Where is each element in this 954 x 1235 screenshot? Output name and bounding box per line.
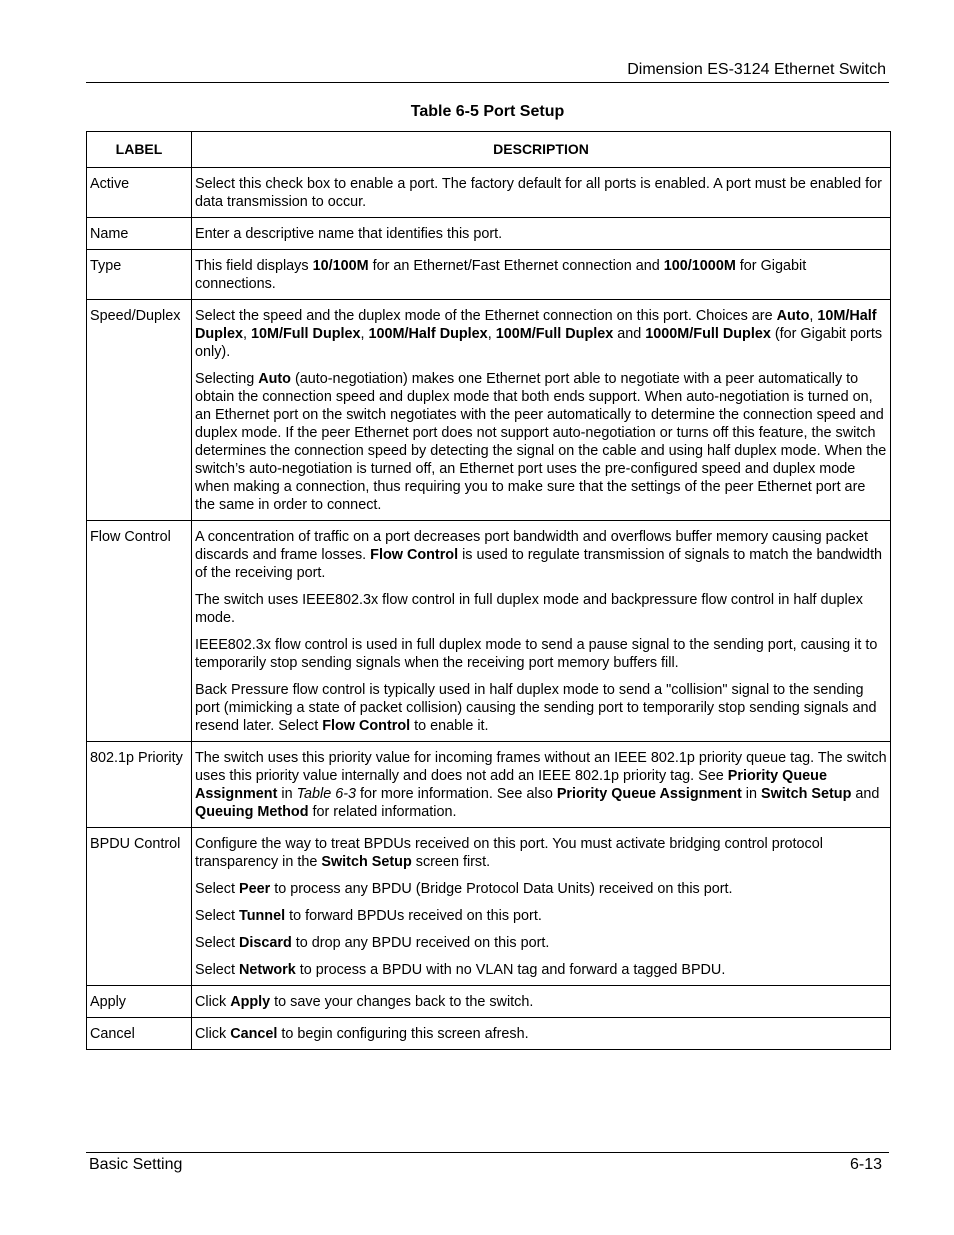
bold-term: Switch Setup xyxy=(321,854,412,870)
text-run: and xyxy=(851,786,880,802)
row-label: Flow Control xyxy=(87,521,192,742)
bold-term: 100/1000M xyxy=(663,258,736,274)
text-run: , xyxy=(809,308,818,324)
row-label: Speed/Duplex xyxy=(87,300,192,521)
description-paragraph xyxy=(195,749,887,821)
table-row xyxy=(87,250,891,300)
text-run: Select the speed and the duplex mode of the Ethernet connection on this port. Choices are xyxy=(195,308,777,324)
bold-term: Queuing Method xyxy=(195,804,309,820)
text-run: to forward BPDUs received on this port. xyxy=(285,908,542,924)
text-run: and xyxy=(613,326,646,342)
text-run: A concentration of traffic on a port decreases port bandwidth and overflows buffer memory causing packet discards and frame losses. xyxy=(195,529,869,563)
bold-term: Network xyxy=(239,962,296,978)
text-run: Select xyxy=(195,908,239,924)
text-run: to save your changes back to the switch. xyxy=(270,994,534,1010)
text-run: for Gigabit connections. xyxy=(195,258,807,292)
bold-term: Discard xyxy=(239,935,292,951)
row-description xyxy=(192,742,891,828)
row-description xyxy=(192,218,891,250)
bold-term: Peer xyxy=(239,881,271,897)
row-description xyxy=(192,1018,891,1050)
text-run: , xyxy=(242,326,251,342)
bold-term: 100M/Half Duplex xyxy=(368,326,488,342)
text-run: Select this check box to enable a port. The factory default for all ports is enabled. A port must be enabled for data transmission to occur. xyxy=(195,176,882,210)
text-run: to enable it. xyxy=(410,718,489,734)
row-label: Name xyxy=(87,218,192,250)
port-setup-table xyxy=(86,131,891,1050)
row-label: 802.1p Priority xyxy=(87,742,192,828)
bold-term: Flow Control xyxy=(322,718,411,734)
bold-term: 100M/Full Duplex xyxy=(495,326,614,342)
bold-term: 1000M/Full Duplex xyxy=(645,326,771,342)
bold-term: Auto xyxy=(258,371,291,387)
bold-term: 10M/Full Duplex xyxy=(250,326,361,342)
text-run: IEEE802.3x flow control is used in full duplex mode to send a pause signal to the sending port, causing it to temporarily stop sending signals when the receiving port memory buffers fill. xyxy=(195,637,878,671)
text-run: Select xyxy=(195,935,239,951)
table-row xyxy=(87,168,891,218)
header-title: Dimension ES-3124 Ethernet Switch xyxy=(627,61,886,78)
text-run: Configure the way to treat BPDUs received on this port. You must activate bridging control protocol transparency in the xyxy=(195,836,823,870)
description-paragraph xyxy=(195,175,887,211)
description-paragraph xyxy=(195,993,887,1011)
text-run: Click xyxy=(195,1026,231,1042)
table-row xyxy=(87,218,891,250)
column-header-description: DESCRIPTION xyxy=(192,132,891,168)
italic-reference: Table 6-3 xyxy=(296,786,357,802)
table-row xyxy=(87,742,891,828)
text-run: for more information. See also xyxy=(356,786,557,802)
row-label: Type xyxy=(87,250,192,300)
text-run: in xyxy=(741,786,762,802)
description-paragraph xyxy=(195,934,887,952)
description-paragraph xyxy=(195,370,887,514)
description-paragraph xyxy=(195,257,887,293)
text-run: Selecting xyxy=(195,371,259,387)
description-paragraph xyxy=(195,835,887,871)
row-description xyxy=(192,828,891,986)
text-run: , xyxy=(360,326,369,342)
text-run: Back Pressure flow control is typically used in half duplex mode to send a "collision" signal to the sending port (mimicking a state of packet collision) causing the sending port to temporarily stop sending signals and resend later. Select xyxy=(195,682,877,734)
text-run: for an Ethernet/Fast Ethernet connection and xyxy=(368,258,664,274)
description-paragraph xyxy=(195,1025,887,1043)
text-run: is used to regulate transmission of signals to match the bandwidth of the receiving port. xyxy=(195,547,883,581)
description-paragraph xyxy=(195,225,887,243)
table-body xyxy=(87,168,891,1050)
row-description xyxy=(192,986,891,1018)
table-caption: Table 6-5 Port Setup xyxy=(410,103,565,120)
bold-term: Priority Queue Assignment xyxy=(195,768,827,802)
row-description xyxy=(192,168,891,218)
row-description xyxy=(192,300,891,521)
bold-term: 10/100M xyxy=(312,258,369,274)
text-run: to process any BPDU (Bridge Protocol Data Units) received on this port. xyxy=(270,881,733,897)
table-row xyxy=(87,1018,891,1050)
description-paragraph xyxy=(195,636,887,672)
column-header-label: LABEL xyxy=(87,132,192,168)
header-divider xyxy=(86,82,889,83)
table-row xyxy=(87,986,891,1018)
row-label: Apply xyxy=(87,986,192,1018)
text-run: for related information. xyxy=(308,804,457,820)
text-run: Click xyxy=(195,994,231,1010)
bold-term: Priority Queue Assignment xyxy=(556,786,742,802)
bold-term: 10M/Half Duplex xyxy=(195,308,877,342)
text-run: to begin configuring this screen afresh. xyxy=(277,1026,529,1042)
description-paragraph xyxy=(195,880,887,898)
description-paragraph xyxy=(195,591,887,627)
table-row xyxy=(87,300,891,521)
bold-term: Auto xyxy=(776,308,810,324)
description-paragraph xyxy=(195,307,887,361)
bold-term: Switch Setup xyxy=(761,786,852,802)
text-run: Enter a descriptive name that identifies this port. xyxy=(195,226,503,242)
text-run: This field displays xyxy=(195,258,313,274)
description-paragraph xyxy=(195,961,887,979)
text-run: to process a BPDU with no VLAN tag and forward a tagged BPDU. xyxy=(295,962,726,978)
description-paragraph xyxy=(195,528,887,582)
text-run: , xyxy=(487,326,496,342)
text-run: screen first. xyxy=(411,854,491,870)
text-run: to drop any BPDU received on this port. xyxy=(291,935,550,951)
row-label: Active xyxy=(87,168,192,218)
table-row xyxy=(87,521,891,742)
row-label: Cancel xyxy=(87,1018,192,1050)
description-paragraph xyxy=(195,681,887,735)
bold-term: Tunnel xyxy=(239,908,286,924)
text-run: The switch uses this priority value for incoming frames without an IEEE 802.1p priority queue tag. The switch uses this priority value internally and does not add an IEEE 802.1p priority tag. See xyxy=(195,750,887,784)
bold-term: Flow Control xyxy=(370,547,459,563)
footer-page-number: 6-13 xyxy=(849,1156,882,1173)
row-description xyxy=(192,521,891,742)
footer-divider xyxy=(86,1152,889,1153)
text-run: (for Gigabit ports only). xyxy=(195,326,883,360)
row-description xyxy=(192,250,891,300)
bold-term: Cancel xyxy=(230,1026,278,1042)
text-run: Select xyxy=(195,881,239,897)
footer-section-name: Basic Setting xyxy=(89,1156,183,1173)
table-row xyxy=(87,828,891,986)
table-header-row xyxy=(87,132,891,168)
text-run: (auto-negotiation) makes one Ethernet port able to negotiate with a peer automatically to obtain the connection speed and duplex mode that both ends support. When auto-negotiation is turned on, an Ethernet port on the switch negotiates with the peer automatically to determine the connection speed and duplex mode. If the peer Ethernet port does not support auto-negotiation or turns off this feature, the switch determines the connection speed by detecting the signal on the cable and using half duplex mode. When the switch’s auto-negotiation is turned off, an Ethernet port uses the pre-configured speed and duplex mode when making a connection, thus requiring you to make sure that the settings of the peer Ethernet port are the same in order to connect. xyxy=(195,371,887,513)
description-paragraph xyxy=(195,907,887,925)
text-run: in xyxy=(277,786,297,802)
text-run: The switch uses IEEE802.3x flow control in full duplex mode and backpressure flow control in half duplex mode. xyxy=(195,592,863,626)
bold-term: Apply xyxy=(230,994,271,1010)
text-run: Select xyxy=(195,962,239,978)
row-label: BPDU Control xyxy=(87,828,192,986)
